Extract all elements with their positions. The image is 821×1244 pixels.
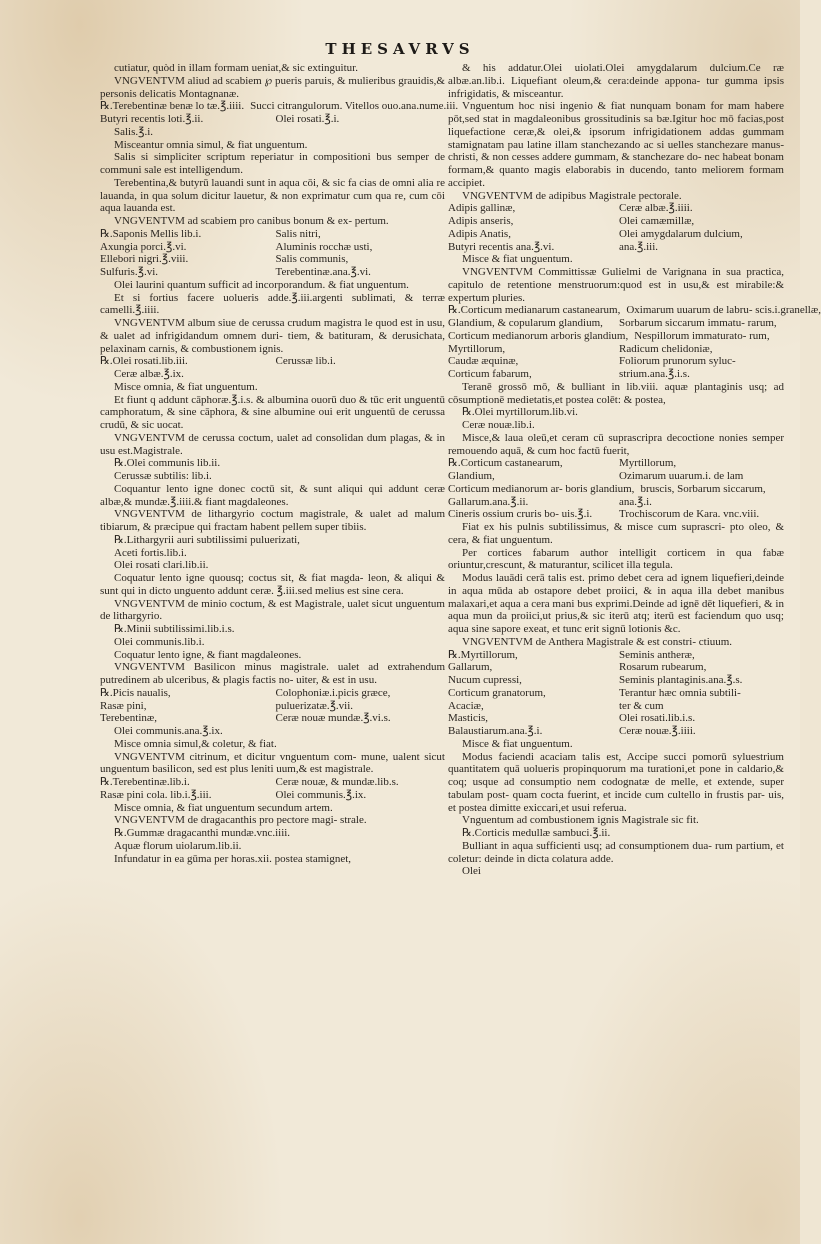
- recipe-cell: Olei rosati.℥.i.: [275, 113, 340, 125]
- text-line: Aceti fortis.lib.i.: [114, 546, 187, 559]
- text-line: VNGVENTVM de lithargyrio coctum magistrale, & ualet ad malum tibiarum, & præcipue qui fractam habent pellem super tibiis.: [100, 508, 445, 533]
- recipe-cell: Myrtillorum,: [448, 342, 506, 355]
- recipe-cell: ℞.Picis naualis,: [100, 686, 171, 699]
- recipe-cell: Butyri recentis loti.℥.ii.: [100, 113, 204, 125]
- recipe-cell: Corticum fabarum,: [448, 368, 532, 380]
- recipe-row: [448, 241, 784, 254]
- recipe-cell: Gallarum.ana.℥.ii.: [448, 495, 529, 508]
- text-line: Coquatur lento igne quousq; coctus sit, & fiat magda- leon, & aliqui & sunt qui in dicto unguento addunt ceræ. ℥.iii.sed melius est sine cera.: [100, 572, 445, 597]
- recipe-row: [100, 687, 445, 700]
- recipe-cell: Olei amygdalarum dulcium,: [619, 227, 743, 240]
- recipe-row: [100, 776, 445, 789]
- text-line: VNGVENTVM citrinum, et dicitur vnguentum com- mune, ualent sicut unguentum basilicon, sed est plus leniti uum,& est magistrale.: [100, 750, 445, 776]
- recipe-row: [448, 343, 784, 356]
- recipe-row: [448, 228, 784, 241]
- text-line: Vnguentum hoc nisi ingenio & fiat nunquam bonam for mam habere pōt,sed stat in magdaleonibus grossitudinis sa bæ.Igitur hoc mō facias,post liquefactione ceræ,& olei,& ipsorum infrigidationem addas gummam stamignatam pau latine illam stanchezando ac si uelles stanchezare manus- christi, & non cesses addere gummam, & stanchezare do- nec habeat bonam formam,& quanto magis elaborabis in ducendo, tanto meliorem formam accipiet.: [448, 100, 784, 189]
- text-line: Terebentina,& butyrū lauandi sunt in aqua cōi, & sic fa cias de omni alia re lauanda, in qua solum dicitur lauetur, & non exprimatur cum qua re, cum cōi aqua lauanda est.: [100, 176, 445, 215]
- text-line: ℞.Corticis medullæ sambuci.℥.ii.: [462, 827, 611, 839]
- recipe-cell: Ceræ albæ.℥.iiii.: [619, 202, 693, 215]
- recipe-cell: Axungia porci.℥.vi.: [100, 240, 187, 253]
- recipe-row: [448, 661, 784, 674]
- recipe-row: [448, 496, 784, 509]
- recipe-cell: Adipis anseris,: [448, 215, 514, 227]
- text-line: Et fiunt q addunt cāphoræ.℥.i.s. & albumina ouorū duo & tūc erit unguentū camphoratum, & sine cāphora, & sine albumine oui erit unguentū de cerussa crudū, & sic uocat.: [100, 393, 445, 431]
- text-line: Coquatur lento igne, & fiant magdaleones.: [114, 648, 302, 661]
- text-line: ℞.Olei communis lib.ii.: [114, 457, 221, 470]
- recipe-cell: Colophoniæ.i.picis græce,: [275, 686, 391, 699]
- recipe-cell: Caudæ æquinæ,: [448, 355, 519, 368]
- text-line: VNGVENTVM Basilicon minus magistrale. ualet ad extrahendum putredinem ab ulceribus, & plagis factis no- uiter, & est in usu.: [100, 661, 445, 686]
- right-column: [448, 62, 821, 1192]
- recipe-cell: Salis nitri,: [275, 227, 321, 240]
- recipe-cell: Olei communis.℥.ix.: [275, 788, 367, 801]
- recipe-row: [448, 687, 784, 700]
- recipe-cell: Rasæ pini,: [100, 699, 147, 712]
- text-line: Olei communis.ana.℥.ix.: [114, 725, 223, 737]
- recipe-cell: Masticis,: [448, 712, 489, 725]
- text-line: Salis si simpliciter scriptum reperiatur in compositioni bus semper de communi sale est intelligendum.: [100, 151, 445, 176]
- text-line: cutiatur, quòd in illam formam ueniat,& sic extinguitur.: [114, 62, 358, 74]
- text-line: Coquantur lento igne donec coctū sit, & sunt aliqui qui addunt ceræ albæ,& mundæ.℥.iiii.& fiant magdaleones.: [100, 482, 445, 508]
- recipe-cell: ℞.Myrtillorum,: [448, 648, 518, 661]
- text-line: Ceræ nouæ.lib.i.: [462, 419, 535, 431]
- recipe-row: [448, 355, 784, 368]
- text-line: Misce & fiat unguentum.: [462, 253, 573, 266]
- recipe-row: [100, 712, 445, 725]
- text-line: VNGVENTVM aliud ad scabiem ℘ pueris paruis, & mulieribus grauidis,& personis delicatis Montagnanæ.: [100, 74, 445, 100]
- text-line: ℞.Lithargyrii auri subtilissimi puluerizati,: [114, 533, 300, 546]
- recipe-row: [448, 508, 784, 521]
- recipe-cell: Terantur hæc omnia subtili-: [619, 686, 741, 699]
- text-line: Teranē grossō mō, & bulliant in lib.viii. aquæ plantaginis usq; ad cōsumptionē medietatis,et postea colēt: & postea,: [448, 380, 784, 406]
- recipe-row: [448, 202, 784, 215]
- recipe-cell: Olei rosati.lib.i.s.: [619, 712, 696, 725]
- text-line: VNGVENTVM de cerussa coctum, ualet ad consolidan dum plagas, & in usu est.Magistrale.: [100, 431, 445, 457]
- text-line: ℞.Gummæ dragacanthi mundæ.vnc.iiii.: [114, 827, 291, 839]
- running-title: THESAVRVS: [325, 40, 475, 58]
- recipe-cell: ℞.Corticum castanearum,: [448, 457, 563, 470]
- recipe-row: [448, 725, 784, 738]
- text-line: Misce omnia, & fiat unguentum.: [114, 380, 258, 393]
- recipe-cell: Cineris ossium cruris bo- uis.℥.i.: [448, 508, 593, 521]
- recipe-cell: puluerizatæ.℥.vii.: [275, 699, 354, 712]
- recipe-cell: Ceræ nouæ.℥.iiii.: [619, 725, 696, 737]
- recipe-cell: Ceræ nouæ, & mundæ.lib.s.: [275, 776, 399, 788]
- recipe-row: [448, 215, 784, 228]
- recipe-cell: Oximarum uuarum de labru- scis.i.granellæ,: [626, 304, 821, 317]
- recipe-cell: ℞.Corticum medianarum castanearum,: [448, 304, 621, 317]
- recipe-cell: Ozimarum uuarum.i. de lam: [619, 470, 744, 482]
- recipe-cell: Succi citrangulorum. Vitellos ouo.ana.nume.iii.: [250, 100, 459, 113]
- recipe-row: [100, 355, 445, 368]
- text-line: Ceræ albæ.℥.ix.: [114, 368, 184, 380]
- text-line: & his addatur.Olei uiolati.Olei amygdalarum dulcium.Ce ræ albæ.an.lib.i. Liquefiant oleum,& cera:deinde appona- tur gumma ipsis infrigidatis, & misceantur.: [448, 62, 784, 100]
- recipe-cell: Rasæ pini cola. lib.i.℥.iii.: [100, 788, 212, 801]
- text-line: Aquæ florum uiolarum.lib.ii.: [114, 839, 242, 852]
- recipe-cell: Sorbarum siccarum immatu- rarum,: [619, 317, 777, 329]
- recipe-cell: Glandium, & copularum glandium,: [448, 317, 603, 329]
- text-line: Cerussæ subtilis: lib.i.: [114, 470, 212, 482]
- recipe-cell: Terebentinæ.ana.℥.vi.: [275, 266, 371, 278]
- recipe-cell: ana.℥.iii.: [619, 240, 659, 253]
- recipe-cell: Gallarum,: [448, 661, 493, 674]
- recipe-cell: Radicum chelidoniæ,: [619, 342, 713, 355]
- text-line: Vnguentum ad combustionem ignis Magistrale sic fit.: [462, 814, 699, 827]
- recipe-cell: Terebentinæ,: [100, 712, 157, 725]
- recipe-cell: ana.℥.i.: [619, 495, 652, 508]
- recipe-row: [448, 700, 784, 713]
- recipe-cell: Balaustiarum.ana.℥.i.: [448, 725, 543, 737]
- recipe-cell: ℞.Olei rosati.lib.iii.: [100, 355, 188, 368]
- text-line: VNGVENTVM de minio coctum, & est Magistrale, ualet sicut unguentum de lithargyrio.: [100, 597, 445, 623]
- recipe-row: [100, 241, 445, 254]
- recipe-row: [448, 317, 784, 330]
- text-line: Et si fortius facere uolueris adde.℥.iii.argenti sublimati, & terræ camelli.℥.iiii.: [100, 291, 445, 317]
- recipe-cell: Corticum medianorum ar- boris glandium,: [448, 482, 635, 495]
- text-line: VNGVENTVM album siue de cerussa crudum magistra le quod est in usu, & ualet ad infrigidandum omnem duri- tiem, & batituram, & derusichata, pelaxinam carnis, & combustionem ignis.: [100, 317, 445, 355]
- recipe-row: [100, 253, 445, 266]
- recipe-cell: Cerussæ lib.i.: [275, 355, 336, 368]
- left-column: [100, 62, 459, 1192]
- recipe-row: [448, 483, 784, 496]
- recipe-cell: ℞.Terebentinæ benæ lo tæ.℥.iiii.: [100, 100, 245, 113]
- recipe-cell: Adipis Anatis,: [448, 227, 511, 240]
- text-line: VNGVENTVM de dragacanthis pro pectore magi- strale.: [114, 814, 367, 827]
- recipe-cell: Salis communis,: [275, 253, 349, 266]
- text-line: ℞.Olei myrtillorum.lib.vi.: [462, 406, 578, 419]
- text-line: Olei rosati clari.lib.ii.: [114, 559, 209, 572]
- text-line: Modus faciendi acaciam talis est, Accipe succi pomorū syluestrium quantitatem quā uolueris propinquorum ma turationi,et pone in caldario,& coq; usque ad consumptio nem codognatæ de melle, et extende, super tabulam post- quam cocta fuerint, et incide cum cultello in frustis par- uis, et postea dimitte exiccari,et usui referua.: [448, 750, 784, 814]
- text-line: VNGVENTVM ad scabiem pro canibus bonum & ex- pertum.: [114, 215, 389, 227]
- recipe-row: [100, 700, 445, 713]
- recipe-cell: Sulfuris.℥.vi.: [100, 266, 158, 278]
- recipe-cell: Butyri recentis ana.℥.vi.: [448, 240, 555, 253]
- recipe-cell: Ellebori nigri.℥.viii.: [100, 253, 189, 266]
- text-line: Bulliant in aqua sufficienti usq; ad consumptionem dua- rum partium, et coletur: deinde in dicta colatura adde.: [448, 839, 784, 865]
- text-line: Misce omnia, & fiat unguentum secundum artem.: [114, 801, 333, 814]
- recipe-cell: Foliorum prunorum syluc-: [619, 355, 736, 368]
- recipe-row: [448, 457, 784, 470]
- recipe-row: [448, 330, 784, 343]
- text-line: Olei communis.lib.i.: [114, 635, 205, 648]
- recipe-cell: Corticum granatorum,: [448, 686, 546, 699]
- text-line: Infundatur in ea gūma per horas.xii. postea stamignet,: [114, 852, 352, 865]
- recipe-cell: Trochiscorum de Kara. vnc.viii.: [619, 508, 760, 521]
- text-line: Salis.℥.i.: [114, 125, 154, 138]
- recipe-cell: Ceræ nouæ mundæ.℥.vi.s.: [275, 712, 391, 725]
- recipe-cell: Nucum cupressi,: [448, 674, 522, 686]
- text-line: ℞.Minii subtilissimi.lib.i.s.: [114, 623, 235, 635]
- text-line: Fiat ex his pulnis subtilissimus, & misce cum suprascri- pto oleo, & cera, & fiat unguentum.: [448, 521, 784, 546]
- recipe-row: [448, 649, 784, 662]
- recipe-cell: Myrtillorum,: [619, 457, 677, 470]
- text-line: Modus lauādi cerā talis est. primo debet cera ad ignem liquefieri,deinde in aqua mūda ab ostapore debet proiici, & in aqua illa debet manibus malaxari,et aqua a cera mani bus exprimi.Deinde ad ignē dēt liquefieri, & in aqua mun da proiici,ut prius,& sic iterū atq; iterū est faciendum quo usq; aqua sine sapore exeat, et tunc erit signū lotionis &c.: [448, 572, 784, 635]
- text-line: Misceantur omnia simul, & fiat unguentum.: [114, 138, 308, 151]
- recipe-cell: bruscis, Sorbarum siccarum,: [640, 482, 766, 495]
- recipe-row: [448, 674, 784, 687]
- recipe-row: [448, 712, 784, 725]
- recipe-cell: strium.ana.℥.i.s.: [619, 368, 690, 380]
- text-line: VNGVENTVM Committissæ Gulielmi de Varignana in sua practica, capitulo de retentione menstruorum:quod est in usu,& est mirabile:& expertum pluries.: [448, 266, 784, 304]
- recipe-row: [448, 368, 784, 381]
- recipe-cell: Seminis antheræ,: [619, 648, 695, 661]
- recipe-row: [448, 304, 821, 317]
- recipe-row: [100, 113, 445, 126]
- recipe-cell: Seminis plantaginis.ana.℥.s.: [619, 674, 743, 686]
- text-line: Misce & fiat unguentum.: [462, 737, 573, 750]
- recipe-cell: Olei camæmillæ,: [619, 215, 695, 227]
- text-line: Misce,& laua oleū,et ceram cū suprascripra decoctione nonies semper remouendo aquā, & cum hoc factū fuerit,: [448, 431, 784, 457]
- recipe-cell: Nespillorum immaturato- rum,: [634, 329, 770, 342]
- text-line: VNGVENTVM de Anthera Magistrale & est constri- ctiuum.: [462, 635, 733, 648]
- recipe-row: [448, 470, 784, 483]
- text-line: Olei laurini quantum sufficit ad incorporandum. & fiat unguentum.: [114, 278, 409, 291]
- recipe-cell: Glandium,: [448, 470, 495, 482]
- recipe-cell: Corticum medianorum arboris glandium,: [448, 329, 629, 342]
- text-line: Per cortices fabarum author intelligit corticem in qua fabæ oriuntur,crescunt, & maturantur, scilicet illa tegula.: [448, 546, 784, 572]
- recipe-cell: Adipis gallinæ,: [448, 202, 516, 215]
- recipe-row: [100, 266, 445, 279]
- recipe-row: [100, 789, 445, 802]
- recipe-cell: Aluminis rocchæ usti,: [275, 240, 373, 253]
- recipe-cell: ℞.Saponis Mellis lib.i.: [100, 227, 202, 240]
- text-line: VNGVENTVM de adipibus Magistrale pectorale.: [462, 189, 682, 202]
- recipe-cell: Rosarum rubearum,: [619, 661, 707, 674]
- recipe-cell: Acaciæ,: [448, 699, 484, 712]
- text-line: Olei: [462, 865, 481, 878]
- recipe-row: [100, 228, 445, 241]
- text-line: Misce omnia simul,& coletur, & fiat.: [114, 737, 277, 750]
- recipe-row: [100, 100, 459, 113]
- recipe-cell: ter & cum: [619, 699, 664, 712]
- recipe-cell: ℞.Terebentinæ.lib.i.: [100, 776, 190, 788]
